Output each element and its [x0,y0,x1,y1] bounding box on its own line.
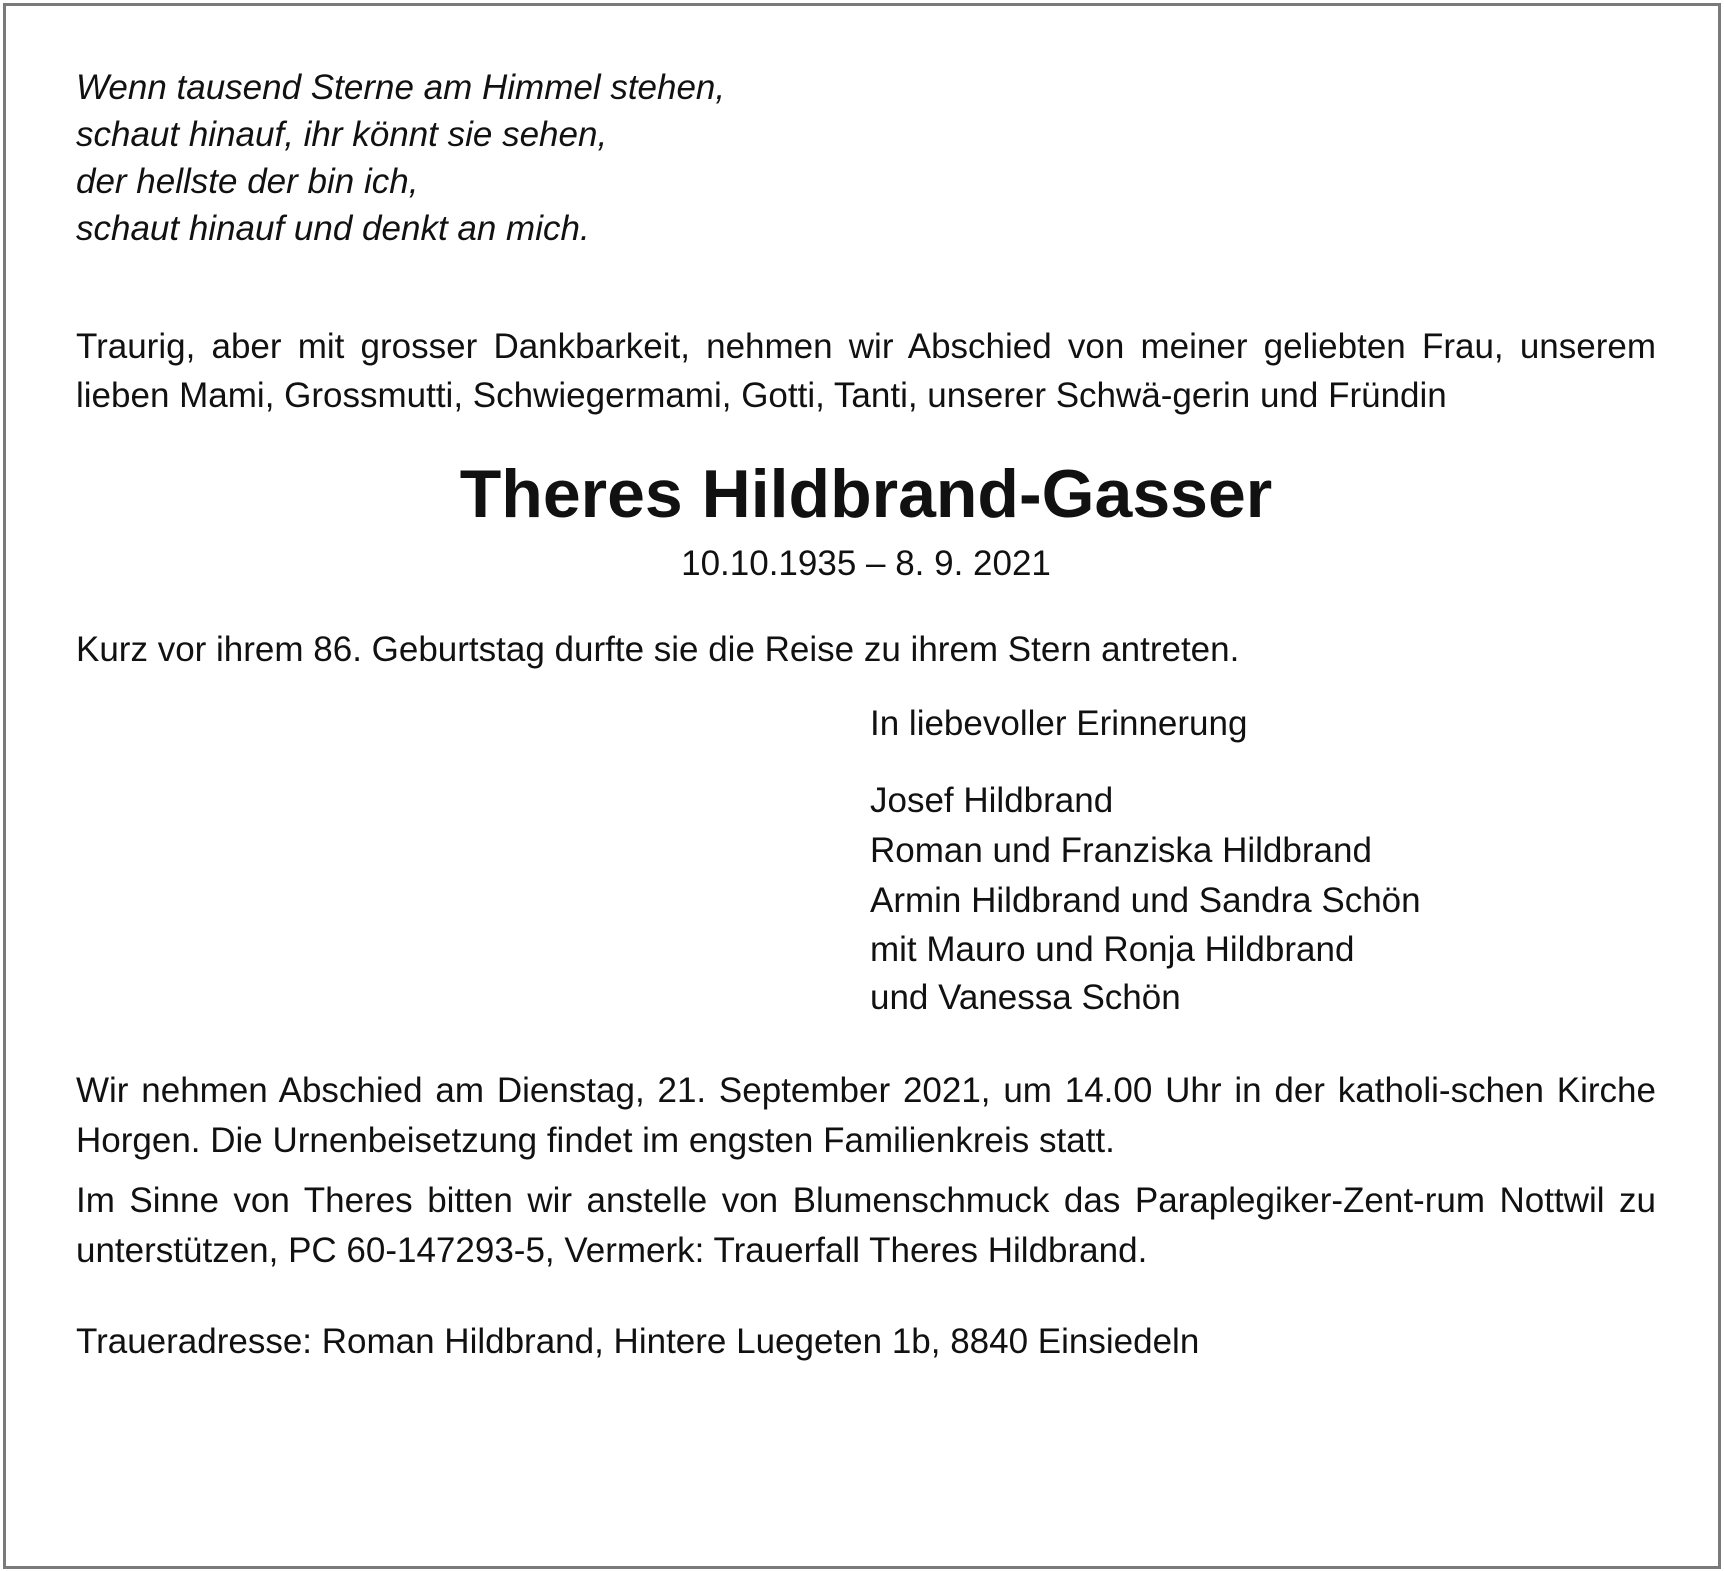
intro-paragraph: Traurig, aber mit grosser Dankbarkeit, nehmen wir Abschied von meiner geliebten Frau, unserem lieben Mami, Grossmutti, Schwiegermami, Gotti, Tanti, unserer Schwä-gerin und Fründin [76,327,1656,415]
life-dates: 10.10.1935 – 8. 9. 2021 [681,544,1051,583]
poem [76,64,1656,252]
signature-line: Armin Hildbrand und Sandra Schön [870,881,1421,920]
donation-paragraph: Im Sinne von Theres bitten wir anstelle von Blumenschmuck das Paraplegiker-Zent-rum Nottwil zu unterstützen, PC 60-147293-5, Vermerk: Trauerfall Theres Hildbrand. [76,1181,1656,1270]
signature-line: und Vanessa Schön [870,978,1181,1017]
poem-line: schaut hinauf und denkt an mich. [76,209,590,248]
poem-line: Wenn tausend Sterne am Himmel stehen, [76,68,726,107]
signatures-block [870,700,1656,1022]
signature-line: Josef Hildbrand [870,781,1114,820]
mourning-address: Traueradresse: Roman Hildbrand, Hintere Luegeten 1b, 8840 Einsiedeln [76,1322,1200,1361]
signature-line: mit Mauro und Ronja Hildbrand [870,930,1355,969]
obituary-content [76,64,1656,1366]
service-paragraph: Wir nehmen Abschied am Dienstag, 21. September 2021, um 14.00 Uhr in der katholi-schen Kirche Horgen. Die Urnenbeisetzung findet im engsten Familienkreis statt. [76,1071,1656,1160]
deceased-name: Theres Hildbrand-Gasser [459,456,1273,532]
poem-line: schaut hinauf, ihr könnt sie sehen, [76,115,608,154]
short-note: Kurz vor ihrem 86. Geburtstag durfte sie die Reise zu ihrem Stern antreten. [76,630,1240,669]
poem-line: der hellste der bin ich, [76,162,419,201]
signature-line: Roman und Franziska Hildbrand [870,831,1372,870]
signatures-list [870,776,1656,1022]
signatures-title: In liebevoller Erinnerung [870,704,1248,743]
obituary-frame [3,3,1721,1569]
